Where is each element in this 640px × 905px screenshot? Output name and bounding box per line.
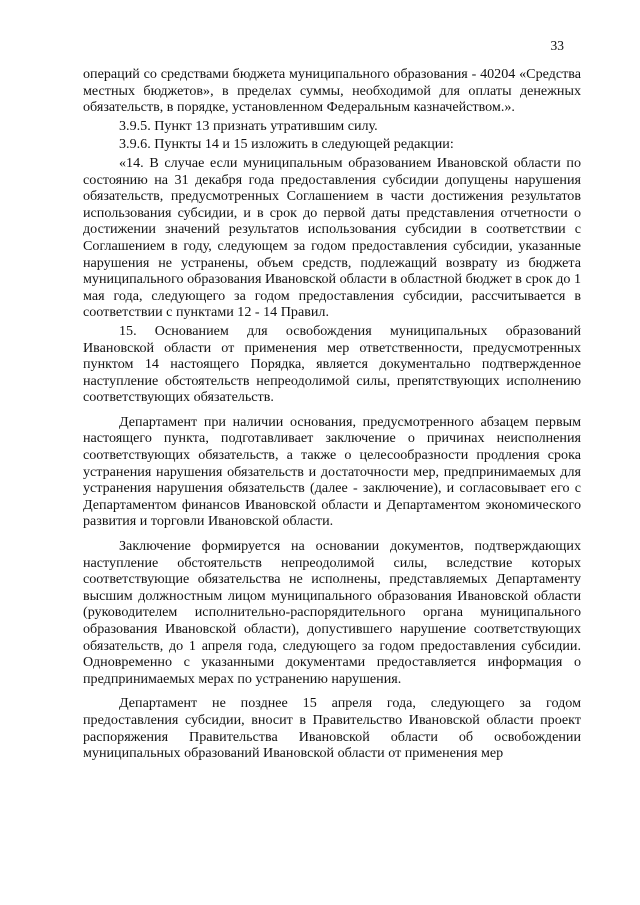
paragraph-point-14: «14. В случае если муниципальным образованием Ивановской области по состоянию на 31 декабря года предоставления субсидии допущены нарушения обязательств, предусмотренных Соглашением в части достижения результатов использования субсидии, и в срок до первой даты представления отчетности о достижении значений результатов использования субсидии в соответствии с Соглашением в году, следующем за годом предоставления субсидии, указанные нарушения не устранены, объем средств, подлежащий возврату из бюджета муниципального образования Ивановской области в областной бюджет в срок до 1 мая года, следующего за годом предоставления субсидии, рассчитывается в соответствии с пунктами 12 - 14 Правил.: [83, 154, 581, 321]
paragraph-point-15: 15. Основанием для освобождения муниципальных образований Ивановской области от применения мер ответственности, предусмотренных пунктом 14 настоящего Порядка, является документально подтвержденное наступление обстоятельств непреодолимой силы, препятствующих исполнению соответствующих обязательств.: [83, 322, 581, 406]
paragraph-continuation: операций со средствами бюджета муниципального образования - 40204 «Средства местных бюджетов», в пределах суммы, необходимой для оплаты денежных обязательств, в порядке, установленном Федеральным казначейством.».: [83, 66, 581, 116]
paragraph-item-3-9-5: 3.9.5. Пункт 13 признать утратившим силу.: [119, 117, 378, 134]
paragraph-conclusion-formation: Заключение формируется на основании документов, подтверждающих наступление обстоятельств непреодолимой силы, вследствие которых соответствующие обязательства не исполнены, представляемых Департаменту высшим должностным лицом муниципального образования Ивановской области (руководителем исполнительно-распорядительного органа муниципального образования Ивановской области), допустившего нарушение соответствующих обязательств, до 1 апреля года, следующего за годом предоставления субсидии. Одновременно с указанными документами предоставляется информация о предпринимаемых мерах по устранению нарушения.: [83, 538, 581, 687]
paragraph-department-conclusion: Департамент при наличии основания, предусмотренного абзацем первым настоящего пункта, подготавливает заключение о причинах неисполнения соответствующих обязательств, а также о целесообразности продления срока устранения нарушения обязательств и достаточности мер, предпринимаемых для устранения нарушения обязательств (далее - заключение), и согласовывает его с Департаментом финансов Ивановской области и Департаментом экономического развития и торговли Ивановской области.: [83, 413, 581, 530]
paragraph-item-3-9-6: 3.9.6. Пункты 14 и 15 изложить в следующей редакции:: [119, 136, 454, 153]
page-number: 33: [550, 38, 564, 53]
paragraph-department-deadline: Департамент не позднее 15 апреля года, следующего за годом предоставления субсидии, вносит в Правительство Ивановской области проект распоряжения Правительства Ивановской области об освобождении муниципальных образований Ивановской области от применения мер: [83, 695, 581, 762]
document-body: [83, 66, 581, 764]
